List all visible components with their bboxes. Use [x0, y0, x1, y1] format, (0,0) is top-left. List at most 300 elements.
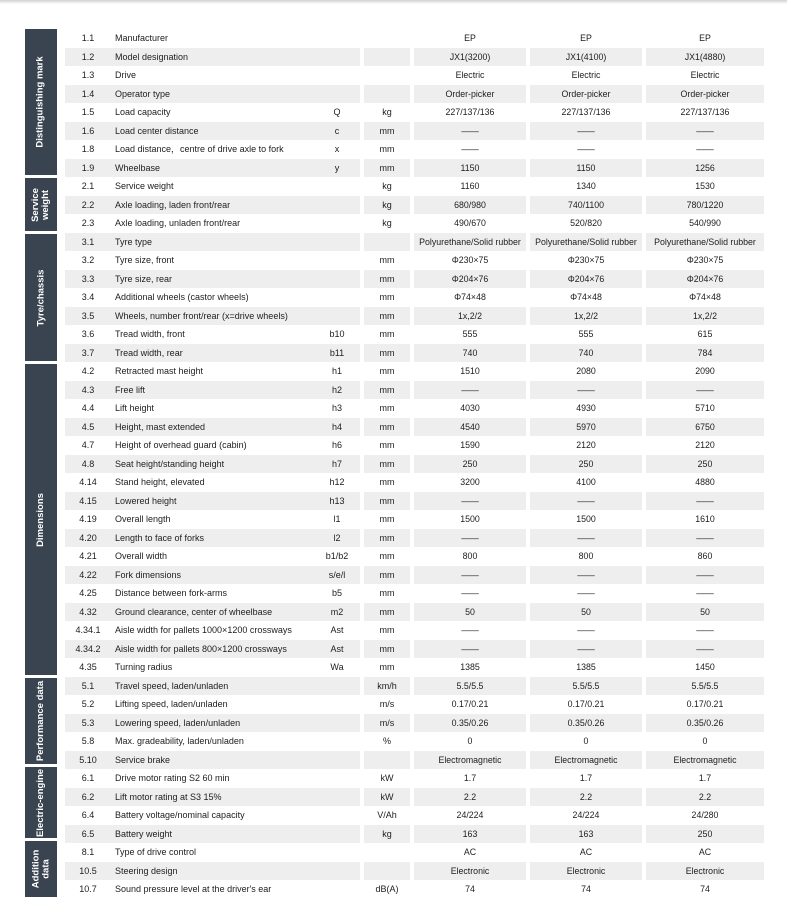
row-symbol — [314, 751, 360, 770]
row-symbol — [314, 732, 360, 751]
row-parameter: Lifting speed, laden/unladen — [115, 699, 228, 710]
table-row — [65, 66, 764, 85]
row-value-model-2: 24/224 — [572, 810, 600, 821]
row-unit — [364, 29, 410, 48]
row-parameter: Sound pressure level at the driver's ear — [115, 884, 272, 895]
row-number: 6.2 — [65, 788, 111, 807]
row-value-model-3: 227/137/136 — [680, 107, 730, 118]
row-number: 3.1 — [65, 233, 111, 252]
row-value-model-3: —— — [696, 625, 714, 636]
row-value-model-2: 1385 — [576, 662, 596, 673]
row-value-model-3: 0 — [702, 736, 708, 747]
row-parameter: Wheels, number front/rear (x=drive wheels) — [111, 307, 314, 326]
row-number: 5.8 — [81, 736, 95, 747]
section-label: Tyre/chassis — [35, 269, 46, 326]
spec-table-body — [65, 29, 764, 899]
row-parameter: Height, mast extended — [111, 418, 314, 437]
row-value-model-1: Electronic — [414, 862, 526, 881]
row-value-model-2: Φ230×75 — [567, 255, 605, 266]
row-value-model-2: —— — [577, 625, 595, 636]
row-number: 4.34.1 — [75, 625, 101, 636]
row-number: 3.3 — [65, 270, 111, 289]
row-parameter: Tread width, front — [115, 329, 185, 340]
row-symbol — [314, 48, 360, 67]
row-symbol — [314, 233, 360, 252]
row-value-model-1: Φ204×76 — [414, 270, 526, 289]
row-value-model-3: Electronic — [646, 862, 764, 881]
row-parameter: Aisle width for pallets 800×1200 crossways — [111, 640, 314, 659]
row-symbol — [314, 270, 360, 289]
row-number: 4.25 — [79, 588, 97, 599]
row-unit: mm — [364, 307, 410, 326]
row-symbol: x — [334, 144, 340, 155]
row-parameter: Lift height — [115, 403, 155, 414]
table-row — [65, 584, 764, 603]
row-parameter: Lowering speed, laden/unladen — [111, 714, 314, 733]
row-value-model-1: 3200 — [460, 477, 480, 488]
row-value-model-2: 1340 — [576, 181, 596, 192]
row-parameter: Battery voltage/nominal capacity — [115, 810, 245, 821]
table-row — [65, 362, 764, 381]
row-number: 10.7 — [79, 884, 97, 895]
row-value-model-2: —— — [530, 122, 642, 141]
row-unit: mm — [379, 144, 395, 155]
row-value-model-3: 1450 — [695, 662, 715, 673]
row-value-model-2: Order-picker — [530, 85, 642, 104]
row-value-model-1: 4030 — [460, 403, 480, 414]
row-unit: mm — [364, 159, 410, 178]
row-value-model-3: 1.7 — [698, 773, 712, 784]
row-value-model-3: —— — [696, 588, 714, 599]
row-symbol — [314, 85, 360, 104]
row-symbol: Ast — [330, 625, 344, 636]
row-unit — [364, 843, 410, 862]
row-number: 3.5 — [65, 307, 111, 326]
table-row — [65, 880, 764, 899]
row-value-model-2: Φ204×76 — [530, 270, 642, 289]
row-value-model-1: EP — [464, 33, 476, 44]
row-value-model-3: AC — [698, 847, 712, 858]
row-number: 4.5 — [65, 418, 111, 437]
row-value-model-2: 163 — [530, 825, 642, 844]
row-number: 5.3 — [65, 714, 111, 733]
row-value-model-1: —— — [414, 529, 526, 548]
row-unit: mm — [364, 640, 410, 659]
row-unit: mm — [379, 366, 395, 377]
row-value-model-3: —— — [646, 640, 764, 659]
row-value-model-3: JX1(4880) — [646, 48, 764, 67]
row-value-model-2: 74 — [581, 884, 591, 895]
row-symbol — [314, 177, 360, 196]
row-unit: mm — [379, 514, 395, 525]
table-row — [65, 658, 764, 677]
row-parameter: Load center distance — [111, 122, 314, 141]
section-electric-engine — [25, 767, 57, 838]
row-value-model-3: 6750 — [646, 418, 764, 437]
row-value-model-1: —— — [414, 566, 526, 585]
row-number: 5.2 — [81, 699, 95, 710]
row-symbol — [314, 880, 360, 899]
row-parameter: Overall length — [115, 514, 171, 525]
table-row — [65, 695, 764, 714]
row-parameter: Lowered height — [111, 492, 314, 511]
row-value-model-2: 0.17/0.21 — [567, 699, 605, 710]
row-unit: mm — [379, 403, 395, 414]
row-value-model-3: Electric — [690, 70, 720, 81]
row-number: 1.1 — [81, 33, 95, 44]
row-value-model-1: 490/670 — [454, 218, 486, 229]
row-number: 4.8 — [65, 455, 111, 474]
row-number: 4.32 — [65, 603, 111, 622]
row-symbol: b11 — [314, 344, 360, 363]
row-value-model-1: 555 — [462, 329, 478, 340]
row-number: 3.2 — [81, 255, 95, 266]
row-parameter: Max. gradeability, laden/unladen — [115, 736, 244, 747]
row-number: 4.19 — [79, 514, 97, 525]
table-row — [65, 233, 764, 252]
row-value-model-2: —— — [530, 381, 642, 400]
row-symbol — [314, 769, 360, 788]
row-parameter: Retracted mast height — [115, 366, 204, 377]
row-parameter: Manufacturer — [115, 33, 169, 44]
row-symbol — [314, 825, 360, 844]
row-value-model-2: 0 — [583, 736, 589, 747]
row-value-model-1: Polyurethane/Solid rubber — [414, 233, 526, 252]
table-row — [65, 177, 764, 196]
row-symbol — [314, 288, 360, 307]
row-value-model-3: Φ74×48 — [689, 292, 721, 303]
row-number: 4.20 — [65, 529, 111, 548]
row-symbol: Q — [333, 107, 341, 118]
row-unit: mm — [364, 455, 410, 474]
row-value-model-1: 163 — [414, 825, 526, 844]
row-unit: mm — [379, 329, 395, 340]
row-value-model-1: 740 — [414, 344, 526, 363]
row-unit: mm — [364, 418, 410, 437]
table-row — [65, 399, 764, 418]
row-value-model-1: 227/137/136 — [445, 107, 495, 118]
table-row — [65, 510, 764, 529]
row-unit: kW — [380, 773, 394, 784]
row-number: 3.7 — [65, 344, 111, 363]
table-row — [65, 529, 764, 548]
row-symbol: h3 — [331, 403, 342, 414]
section-label: Electric-engine — [35, 768, 47, 837]
row-value-model-1: AC — [463, 847, 477, 858]
row-number: 4.35 — [79, 662, 97, 673]
table-row — [65, 825, 764, 844]
row-parameter: Free lift — [111, 381, 314, 400]
table-row — [65, 270, 764, 289]
row-number: 4.14 — [79, 477, 97, 488]
row-value-model-1: 0.35/0.26 — [414, 714, 526, 733]
row-value-model-2: Electric — [571, 70, 601, 81]
row-value-model-3: 615 — [697, 329, 713, 340]
table-row — [65, 29, 764, 48]
table-row — [65, 122, 764, 141]
row-value-model-3: 780/1220 — [646, 196, 764, 215]
section-label: Dimensions — [35, 492, 47, 547]
table-row — [65, 547, 764, 566]
row-value-model-1: 0.17/0.21 — [451, 699, 489, 710]
row-value-model-3: Polyurethane/Solid rubber — [646, 233, 764, 252]
row-value-model-2: 2.2 — [530, 788, 642, 807]
row-unit: kg — [364, 196, 410, 215]
row-value-model-2: —— — [530, 566, 642, 585]
row-parameter: Tyre size, rear — [111, 270, 314, 289]
row-unit: mm — [364, 381, 410, 400]
row-number: 1.3 — [81, 70, 95, 81]
row-symbol: h12 — [329, 477, 345, 488]
row-value-model-2: 5.5/5.5 — [530, 677, 642, 696]
spec-table — [65, 29, 764, 899]
section-label: Distinguishing mark — [35, 56, 47, 148]
row-value-model-3: Order-picker — [646, 85, 764, 104]
row-parameter: Tyre size, front — [115, 255, 175, 266]
row-value-model-2: —— — [577, 144, 595, 155]
row-unit: % — [382, 736, 391, 747]
row-value-model-1: 1385 — [460, 662, 480, 673]
row-value-model-1: —— — [414, 122, 526, 141]
row-parameter: Load capacity — [115, 107, 171, 118]
row-unit: mm — [364, 270, 410, 289]
row-value-model-1: —— — [414, 640, 526, 659]
row-value-model-3: 860 — [697, 551, 713, 562]
row-parameter: Wheelbase — [111, 159, 314, 178]
row-value-model-3: Electromagnetic — [646, 751, 764, 770]
row-symbol: b10 — [329, 329, 345, 340]
row-symbol — [314, 307, 360, 326]
row-value-model-2: Electronic — [530, 862, 642, 881]
row-number: 8.1 — [81, 847, 95, 858]
row-value-model-3: 1x,2/2 — [646, 307, 764, 326]
row-parameter: Distance between fork-arms — [115, 588, 228, 599]
row-unit: kg — [382, 218, 392, 229]
row-value-model-3: 2120 — [695, 440, 715, 451]
row-number: 1.5 — [81, 107, 95, 118]
row-number: 2.2 — [65, 196, 111, 215]
row-value-model-1: 800 — [462, 551, 478, 562]
row-symbol: s/e/l — [314, 566, 360, 585]
table-row — [65, 677, 764, 696]
row-value-model-2: 520/820 — [570, 218, 602, 229]
row-value-model-3: 74 — [700, 884, 710, 895]
row-unit: mm — [379, 477, 395, 488]
row-symbol: h2 — [314, 381, 360, 400]
row-number: 5.1 — [65, 677, 111, 696]
row-number: 4.3 — [65, 381, 111, 400]
table-row — [65, 714, 764, 733]
table-row — [65, 455, 764, 474]
row-value-model-3: 2.2 — [646, 788, 764, 807]
row-number: 1.9 — [65, 159, 111, 178]
row-symbol: m2 — [314, 603, 360, 622]
row-value-model-2: 5970 — [530, 418, 642, 437]
row-value-model-2: JX1(4100) — [530, 48, 642, 67]
row-parameter: Axle loading, laden front/rear — [111, 196, 314, 215]
table-row — [65, 473, 764, 492]
table-row — [65, 307, 764, 326]
row-value-model-1: Order-picker — [414, 85, 526, 104]
row-value-model-3: EP — [699, 33, 711, 44]
section-tyre-chassis — [25, 234, 57, 361]
row-number: 2.3 — [81, 218, 95, 229]
row-symbol — [314, 806, 360, 825]
row-unit: kg — [382, 107, 392, 118]
table-row — [65, 214, 764, 233]
row-unit: mm — [379, 588, 395, 599]
row-parameter: Type of drive control — [115, 847, 197, 858]
row-unit: kg — [364, 825, 410, 844]
row-value-model-3: 0.17/0.21 — [686, 699, 724, 710]
row-value-model-1: —— — [461, 625, 479, 636]
row-value-model-1: 2.2 — [414, 788, 526, 807]
row-value-model-3: 1256 — [646, 159, 764, 178]
row-unit: kW — [364, 788, 410, 807]
row-number: 1.8 — [81, 144, 95, 155]
row-value-model-2: —— — [530, 529, 642, 548]
row-value-model-1: 1500 — [460, 514, 480, 525]
row-number: 10.5 — [65, 862, 111, 881]
row-symbol: h6 — [331, 440, 342, 451]
row-value-model-1: Electric — [455, 70, 485, 81]
row-number: 3.6 — [81, 329, 95, 340]
row-number: 1.6 — [65, 122, 111, 141]
row-parameter: Tread width, rear — [111, 344, 314, 363]
table-row — [65, 418, 764, 437]
row-value-model-1: 680/980 — [414, 196, 526, 215]
row-parameter: Overall width — [115, 551, 168, 562]
row-value-model-1: —— — [414, 492, 526, 511]
row-symbol — [314, 29, 360, 48]
row-parameter: Model designation — [111, 48, 314, 67]
row-parameter: Drive — [115, 70, 137, 81]
row-unit: mm — [364, 529, 410, 548]
row-parameter: Service brake — [111, 751, 314, 770]
row-value-model-1: 1590 — [460, 440, 480, 451]
row-value-model-1: 24/224 — [456, 810, 484, 821]
row-parameter: Ground clearance, center of wheelbase — [111, 603, 314, 622]
row-number: 4.4 — [81, 403, 95, 414]
table-row — [65, 48, 764, 67]
row-unit — [364, 85, 410, 104]
row-unit: m/s — [364, 714, 410, 733]
row-symbol: b1/b2 — [325, 551, 349, 562]
row-value-model-3: Φ230×75 — [686, 255, 724, 266]
row-value-model-2: EP — [580, 33, 592, 44]
row-parameter: Steering design — [111, 862, 314, 881]
row-unit: m/s — [379, 699, 395, 710]
row-value-model-1: 74 — [465, 884, 475, 895]
section-label: Addition data — [30, 849, 52, 889]
row-number: 4.22 — [65, 566, 111, 585]
row-symbol: h4 — [314, 418, 360, 437]
table-row — [65, 288, 764, 307]
row-value-model-3: —— — [646, 381, 764, 400]
row-value-model-3: 784 — [646, 344, 764, 363]
row-value-model-1: 1x,2/2 — [414, 307, 526, 326]
table-row — [65, 751, 764, 770]
row-unit — [364, 48, 410, 67]
table-row — [65, 769, 764, 788]
row-parameter: Battery weight — [111, 825, 314, 844]
row-number: 5.10 — [65, 751, 111, 770]
row-unit: dB(A) — [375, 884, 399, 895]
row-value-model-2: 1.7 — [579, 773, 593, 784]
row-value-model-1: 50 — [414, 603, 526, 622]
row-symbol: h13 — [314, 492, 360, 511]
row-value-model-2: 0.35/0.26 — [530, 714, 642, 733]
row-value-model-2: Polyurethane/Solid rubber — [530, 233, 642, 252]
table-row — [65, 806, 764, 825]
row-value-model-1: Electromagnetic — [414, 751, 526, 770]
row-unit: km/h — [364, 677, 410, 696]
row-symbol — [314, 214, 360, 233]
row-value-model-3: 5.5/5.5 — [646, 677, 764, 696]
row-parameter: Height of overhead guard (cabin) — [115, 440, 247, 451]
row-parameter: Drive motor rating S2 60 min — [115, 773, 230, 784]
table-row — [65, 159, 764, 178]
table-row — [65, 640, 764, 659]
row-value-model-3: 4880 — [695, 477, 715, 488]
row-symbol — [314, 196, 360, 215]
row-value-model-2: 740 — [530, 344, 642, 363]
row-value-model-2: 250 — [530, 455, 642, 474]
row-parameter: Lift motor rating at S3 15% — [111, 788, 314, 807]
row-value-model-2: —— — [530, 492, 642, 511]
row-value-model-1: —— — [461, 588, 479, 599]
row-symbol — [314, 677, 360, 696]
table-row — [65, 140, 764, 159]
table-row — [65, 788, 764, 807]
row-symbol: Wa — [330, 662, 344, 673]
row-value-model-3: 50 — [646, 603, 764, 622]
row-symbol: y — [314, 159, 360, 178]
row-parameter: Additional wheels (castor wheels) — [115, 292, 249, 303]
table-row — [65, 196, 764, 215]
table-row — [65, 436, 764, 455]
row-value-model-3: 250 — [646, 455, 764, 474]
row-unit: mm — [364, 492, 410, 511]
row-value-model-1: 0 — [467, 736, 473, 747]
top-shadow-bar — [0, 0, 787, 4]
row-value-model-2: 2080 — [576, 366, 596, 377]
row-parameter: Tyre type — [111, 233, 314, 252]
row-symbol: c — [314, 122, 360, 141]
row-value-model-1: —— — [461, 144, 479, 155]
row-value-model-3: 24/280 — [691, 810, 719, 821]
row-symbol: Ast — [314, 640, 360, 659]
row-parameter: Service weight — [115, 181, 174, 192]
row-symbol — [314, 251, 360, 270]
row-parameter: Stand height, elevated — [115, 477, 205, 488]
row-value-model-3: —— — [646, 566, 764, 585]
row-value-model-3: 0.35/0.26 — [646, 714, 764, 733]
row-value-model-1: 1.7 — [463, 773, 477, 784]
row-value-model-3: 1610 — [695, 514, 715, 525]
row-parameter: Operator type — [111, 85, 314, 104]
row-value-model-2: AC — [579, 847, 593, 858]
section-dimensions — [25, 364, 57, 675]
row-unit: kg — [382, 181, 392, 192]
row-value-model-3: 2090 — [695, 366, 715, 377]
row-value-model-2: 1x,2/2 — [530, 307, 642, 326]
row-unit — [364, 862, 410, 881]
row-parameter: Turning radius — [115, 662, 173, 673]
row-number: 3.4 — [81, 292, 95, 303]
row-value-model-1: —— — [414, 381, 526, 400]
row-symbol: b5 — [331, 588, 342, 599]
